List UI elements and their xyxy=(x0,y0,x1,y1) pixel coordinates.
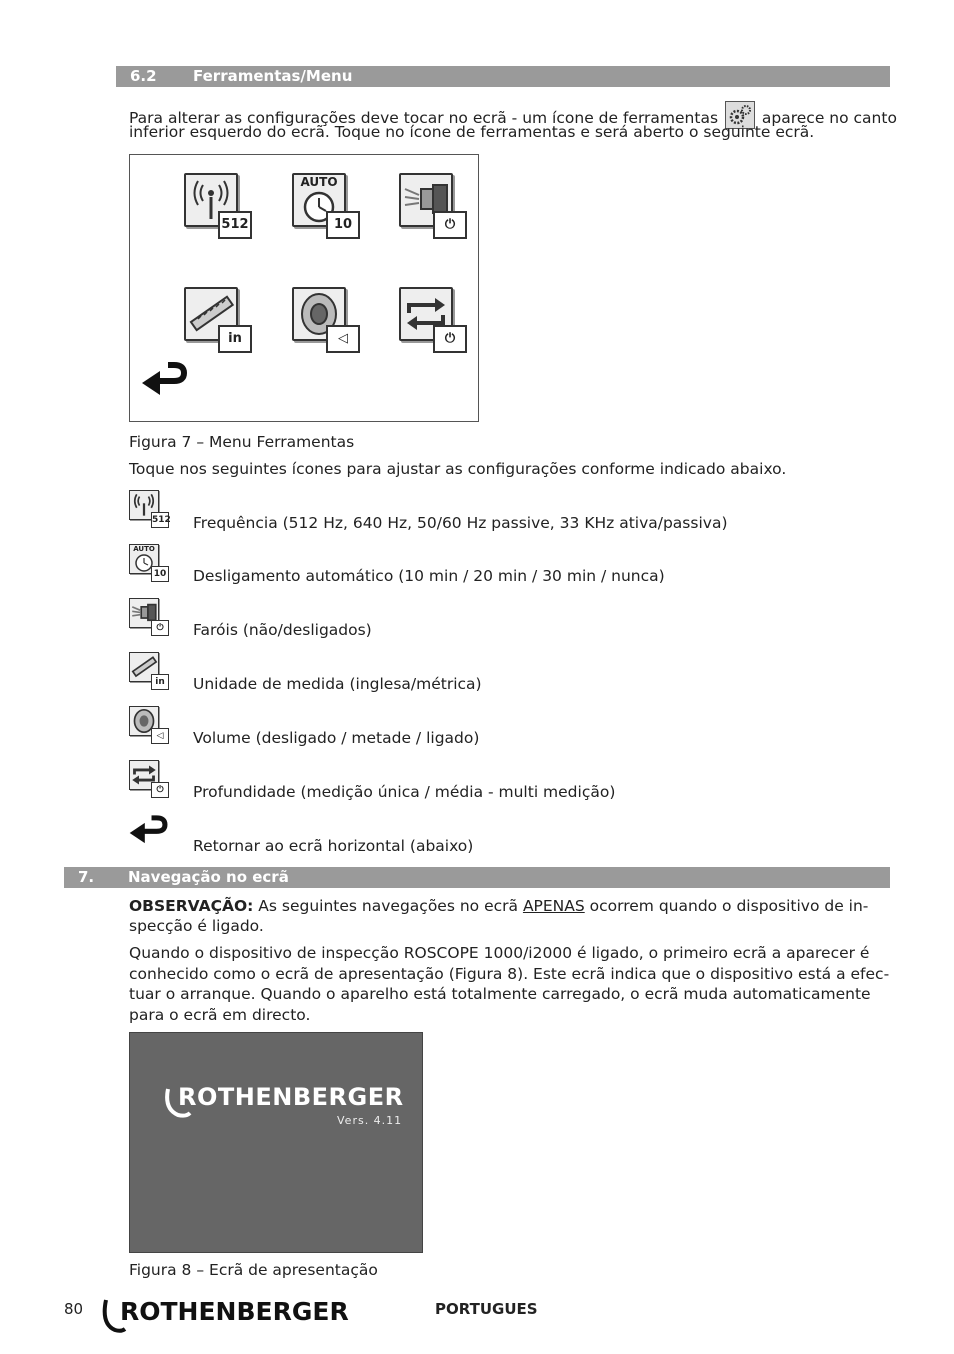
page-number: 80 xyxy=(64,1300,84,1318)
return-icon xyxy=(128,814,170,852)
section-number: 6.2 xyxy=(130,67,157,85)
return-arrow-icon[interactable] xyxy=(140,361,190,405)
item-headlight-text: Faróis (não/desligados) xyxy=(193,621,372,639)
intro-line-2: inferior esquerdo do ecrã. Toque no ícone de ferramentas e será aberto o seguinte ecrã. xyxy=(129,123,815,141)
units-menu-icon[interactable] xyxy=(184,287,260,357)
para2-line-1: Quando o dispositivo de inspecção ROSCOPE 1000/i2000 é ligado, o primeiro ecrã a aparecer é xyxy=(129,944,870,962)
intro-text-b: aparece no canto xyxy=(761,109,897,127)
item-volume-text: Volume (desligado / metade / ligado) xyxy=(193,729,480,747)
auto-off-minutes: 10 xyxy=(326,211,360,239)
frequency-sub: 512 xyxy=(151,512,169,528)
para2-line-3: tuar o arranque. Quando o aparelho está totalmente carregado, o ecrã muda automaticamente xyxy=(129,985,871,1003)
section-number: 7. xyxy=(78,868,95,886)
section-header-6-2 xyxy=(116,66,890,87)
note-label: OBSERVAÇÃO: xyxy=(129,897,254,915)
footer-language: PORTUGUES xyxy=(435,1300,538,1318)
auto-off-icon xyxy=(129,544,169,584)
frequency-icon xyxy=(129,490,169,530)
ruler-icon xyxy=(129,652,169,692)
para2-line-2: conhecido como o ecrã de apresentação (Figura 8). Este ecrã indica que o dispositivo está a efec- xyxy=(129,965,890,983)
ruler-sub: in xyxy=(151,674,169,690)
para2-line-4: para o ecrã em directo. xyxy=(129,1006,311,1024)
splash-version: Vers. 4.11 xyxy=(337,1114,403,1127)
figure8-caption: Figura 8 – Ecrã de apresentação xyxy=(129,1261,378,1279)
headlight-sub: ⏻ xyxy=(151,620,169,636)
frequency-label: 512 xyxy=(218,211,252,239)
auto-off-menu-icon[interactable] xyxy=(292,173,368,243)
auto-small-label: AUTO xyxy=(133,545,155,553)
item-frequency-text: Frequência (512 Hz, 640 Hz, 50/60 Hz passive, 33 KHz ativa/passiva) xyxy=(193,514,728,532)
speaker-icon xyxy=(129,706,169,746)
note-text-b: ocorrem quando o dispositivo de in- xyxy=(584,897,869,915)
speaker-sub: ◁ xyxy=(151,728,169,744)
item-units-text: Unidade de medida (inglesa/métrica) xyxy=(193,675,482,693)
frequency-menu-icon[interactable] xyxy=(184,173,260,243)
note-line-2: specção é ligado. xyxy=(129,917,264,935)
headlight-menu-icon[interactable] xyxy=(399,173,475,243)
depth-menu-icon[interactable] xyxy=(399,287,475,357)
depth-icon xyxy=(129,760,169,800)
depth-sub: ⏻ xyxy=(151,782,169,798)
power-icon: ⏻ xyxy=(433,211,467,239)
auto-label: AUTO xyxy=(300,175,338,189)
intro-text-a: Para alterar as configurações deve tocar no ecrã - um ícone de ferramentas xyxy=(129,109,719,127)
tools-menu-figure xyxy=(129,154,479,422)
auto-off-sub: 10 xyxy=(151,566,169,582)
note-text-a: As seguintes navegações no ecrã xyxy=(253,897,523,915)
power-icon: ⏻ xyxy=(433,325,467,353)
item-depth-text: Profundidade (medição única / média - multi medição) xyxy=(193,783,616,801)
section-header-7 xyxy=(64,867,890,888)
note-emphasis: APENAS xyxy=(522,897,585,915)
units-label: in xyxy=(218,325,252,353)
figure7-caption: Figura 7 – Menu Ferramentas xyxy=(129,433,355,451)
footer-brand: ROTHENBERGER xyxy=(120,1297,349,1326)
section-title: Ferramentas/Menu xyxy=(193,67,353,85)
splash-screen-figure xyxy=(129,1032,423,1253)
section-title: Navegação no ecrã xyxy=(128,868,289,886)
item-return-text: Retornar ao ecrã horizontal (abaixo) xyxy=(193,837,474,855)
note-line-1 xyxy=(129,896,868,917)
volume-menu-icon[interactable] xyxy=(292,287,368,357)
splash-brand: ROTHENBERGER xyxy=(178,1083,404,1111)
headlight-icon xyxy=(129,598,169,638)
instruction-text: Toque nos seguintes ícones para ajustar as configurações conforme indicado abaixo. xyxy=(129,460,787,478)
volume-level-icon: ◁ xyxy=(326,325,360,353)
item-auto-off-text: Desligamento automático (10 min / 20 min / 30 min / nunca) xyxy=(193,567,665,585)
